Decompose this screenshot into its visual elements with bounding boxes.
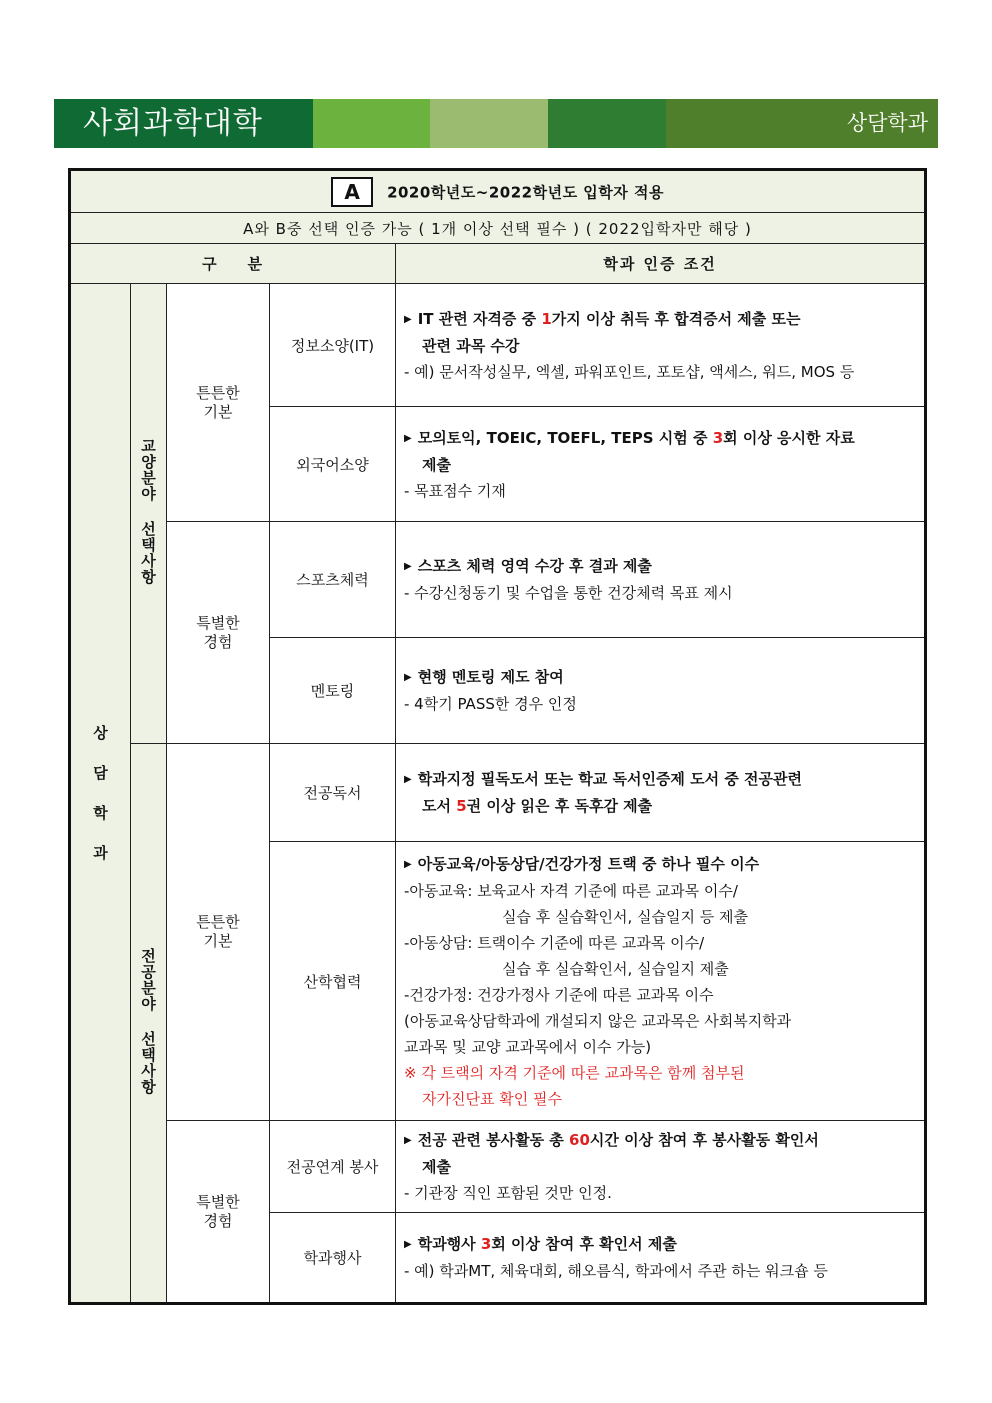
column-header-condition: 학과 인증 조건 (396, 244, 926, 284)
highlight-number: 3 (480, 1235, 492, 1253)
condition-mentor (396, 638, 926, 744)
condition-reading (396, 744, 926, 842)
department-title: 상담학과 (666, 99, 938, 148)
item-it: 정보소양(IT) (270, 284, 396, 407)
band-segment (430, 99, 548, 148)
condition-text: 학과지정 필독도서 또는 학교 독서인증제 도서 중 전공관련 (417, 770, 803, 788)
condition-text: 스포츠 체력 영역 수강 후 결과 제출 (417, 557, 652, 575)
condition-detail: - 목표점수 기재 (404, 481, 506, 500)
condition-detail: - 4학기 PASS한 경우 인정 (404, 695, 577, 713)
item-sports: 스포츠체력 (270, 522, 396, 638)
table-title (70, 170, 926, 213)
item-industry: 산학협력 (270, 842, 396, 1121)
condition-note: ※ 각 트랙의 자격 기준에 따른 교과목은 함께 첨부된 (404, 1063, 745, 1082)
bullet-icon: ▶ (404, 858, 412, 870)
condition-text: 현행 멘토링 제도 참여 (417, 668, 564, 686)
condition-text: 시간 이상 참여 후 봉사활동 확인서 (589, 1131, 819, 1149)
category-label: 특별한 경험 (196, 1192, 240, 1230)
title-text: 2020학년도~2022학년도 입학자 적용 (387, 183, 664, 201)
area-liberal-label: 교양분야 선택사항 (139, 438, 157, 585)
bullet-icon: ▶ (404, 561, 412, 572)
condition-text: 권 이상 읽은 후 독후감 제출 (466, 797, 653, 815)
dept-char: 담 (93, 764, 108, 782)
category-basic (167, 284, 270, 522)
condition-detail: 교과목 및 교양 교과목에서 이수 가능) (404, 1037, 652, 1056)
category-experience (167, 1121, 270, 1304)
bullet-icon: ▶ (404, 774, 412, 785)
condition-text: 제출 (422, 1158, 451, 1176)
certification-table (68, 168, 927, 1305)
condition-text: 모의토익, TOEIC, TOEFL, TEPS 시험 중 (417, 428, 713, 447)
condition-detail: - 예) 학과MT, 체육대회, 해오름식, 학과에서 주관 하는 워크숍 등 (404, 1262, 828, 1280)
condition-sports (396, 522, 926, 638)
category-label: 튼튼한 기본 (196, 913, 240, 950)
condition-detail: - 수강신청동기 및 수업을 통한 건강체력 목표 제시 (404, 584, 733, 602)
track-badge: A (331, 177, 373, 207)
condition-text: 학과행사 (417, 1235, 481, 1253)
condition-volunteer (396, 1121, 926, 1213)
dept-char: 학 (93, 804, 108, 822)
highlight-number: 60 (569, 1131, 590, 1149)
item-event: 학과행사 (270, 1213, 396, 1304)
bullet-icon: ▶ (404, 672, 412, 683)
area-major (131, 744, 167, 1304)
condition-it (396, 284, 926, 407)
condition-detail: -아동교육: 보육교사 자격 기준에 따른 교과목 이수/ (404, 881, 738, 900)
department-cell (70, 284, 131, 1304)
dept-char: 과 (93, 844, 108, 862)
condition-detail: 실습 후 실습확인서, 실습일지 등 제출 (502, 907, 748, 926)
area-liberal (131, 284, 167, 744)
condition-event (396, 1213, 926, 1304)
highlight-number: 1 (541, 309, 552, 328)
condition-text: 제출 (422, 455, 451, 474)
category-basic (167, 744, 270, 1121)
bullet-icon: ▶ (404, 1239, 412, 1250)
condition-text: 회 이상 응시한 자료 (723, 428, 855, 447)
condition-text: 관련 과목 수강 (422, 336, 520, 355)
college-title: 사회과학대학 (54, 99, 313, 148)
condition-text: 회 이상 참여 후 확인서 제출 (491, 1235, 677, 1253)
condition-text: 아동교육/아동상담/건강가정 트랙 중 하나 필수 이수 (417, 854, 760, 873)
bullet-icon: ▶ (404, 313, 412, 325)
condition-detail: - 기관장 직인 포함된 것만 인정. (404, 1184, 612, 1202)
bullet-icon: ▶ (404, 1135, 412, 1146)
bullet-icon: ▶ (404, 432, 412, 444)
band-segment (548, 99, 666, 148)
condition-detail: - 예) 문서작성실무, 엑셀, 파워포인트, 포토샵, 액세스, 워드, MOS 등 (404, 362, 855, 381)
item-mentor: 멘토링 (270, 638, 396, 744)
item-reading: 전공독서 (270, 744, 396, 842)
condition-text: 가지 이상 취득 후 합격증서 제출 또는 (551, 309, 801, 328)
category-label: 튼튼한 기본 (196, 383, 240, 421)
table-subtitle: A와 B중 선택 인증 가능 ( 1개 이상 선택 필수 ) ( 2022입학자만 해당 ) (70, 213, 926, 244)
condition-text: IT 관련 자격증 중 (417, 309, 542, 328)
condition-detail: -아동상담: 트랙이수 기준에 따른 교과목 이수/ (404, 933, 705, 952)
condition-lang (396, 407, 926, 522)
condition-detail: -건강가정: 건강가정사 기준에 따른 교과목 이수 (404, 985, 714, 1004)
item-volunteer: 전공연계 봉사 (270, 1121, 396, 1213)
condition-note: 자가진단표 확인 필수 (422, 1089, 562, 1108)
column-header-division: 구 분 (70, 244, 396, 284)
area-major-label: 전공분야 선택사항 (139, 947, 157, 1095)
dept-char: 상 (93, 724, 108, 742)
condition-industry (396, 842, 926, 1121)
condition-detail: (아동교육상담학과에 개설되지 않은 교과목은 사회복지학과 (404, 1011, 792, 1030)
highlight-number: 5 (456, 797, 467, 815)
item-lang: 외국어소양 (270, 407, 396, 522)
highlight-number: 3 (712, 428, 724, 447)
category-experience (167, 522, 270, 744)
band-segment (313, 99, 430, 148)
condition-detail: 실습 후 실습확인서, 실습일지 제출 (502, 959, 729, 978)
category-label: 특별한 경험 (196, 613, 240, 651)
condition-text: 전공 관련 봉사활동 총 (417, 1131, 570, 1149)
condition-text: 도서 (422, 797, 457, 815)
header-band (54, 99, 938, 148)
